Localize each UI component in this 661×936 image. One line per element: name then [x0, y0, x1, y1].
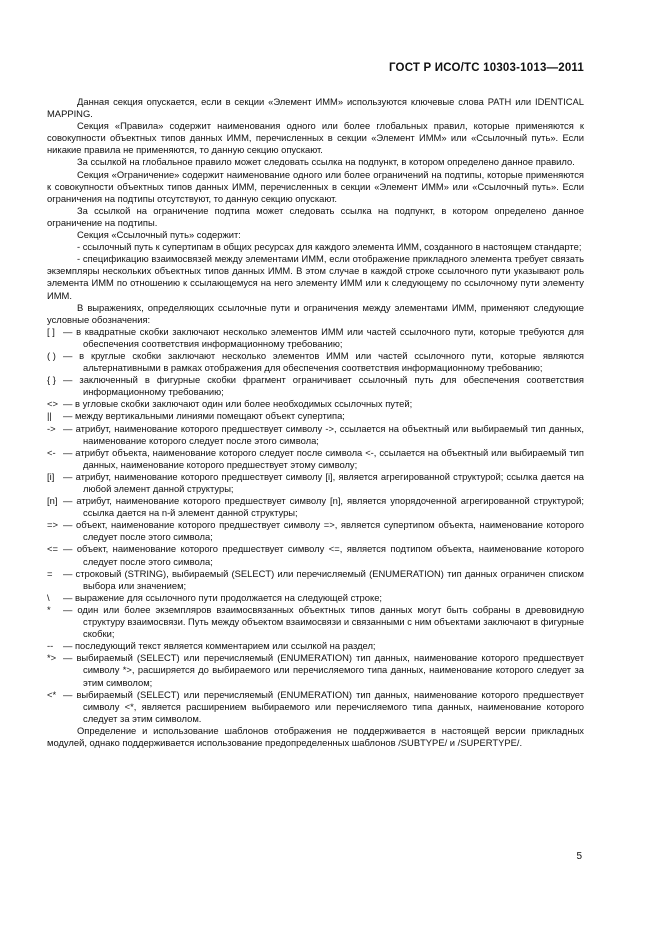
legend-row [47, 410, 584, 422]
legend-description: — атрибут объекта, наименование которого следует после символа <-, ссылается на объектный или выбираемый тип данных, наименование которого предшествует этому символу; [63, 446, 584, 470]
legend-row [47, 326, 584, 350]
list-item: - спецификацию взаимосвязей между элементами ИММ, если отображение прикладного элемента требует связать экземпляры нескольких объектных типов данных ИММ. В этом случае в каждой строке ссылочного пути указывают роль элемента ИММ по отношению к ссылающемуся на него элементу ИММ или к следующему по ссылочному пути элементу ИММ. [47, 253, 584, 301]
legend-row [47, 652, 584, 688]
legend-symbol: ( ) [47, 349, 56, 361]
legend-description: — выражение для ссылочного пути продолжается на следующей строке; [63, 591, 383, 603]
legend-symbol: { } [47, 374, 56, 386]
paragraph: Секция «Ссылочный путь» содержит: [77, 229, 241, 241]
notation-legend [47, 326, 584, 725]
legend-symbol: \ [47, 591, 50, 603]
legend-description: — один или более экземпляров взаимосвязанных объектных типов данных могут быть собраны в древовидную структуру взаимосвязи. Путь между объектом взаимосвязи и связанными с ним объектами заключают в фигурные скобки; [63, 603, 584, 640]
legend-row [47, 374, 584, 398]
legend-symbol: [ ] [47, 325, 55, 337]
legend-description: — атрибут, наименование которого предшествует символу [n], является упорядоченной агрегированной структурой; ссылка дается на n-й элемент данной структуры; [63, 495, 584, 519]
legend-symbol: <- [47, 446, 56, 458]
legend-symbol: <> [47, 398, 58, 410]
legend-symbol: || [47, 410, 52, 422]
legend-symbol: <= [47, 543, 58, 555]
legend-description: — объект, наименование которого предшествует символу =>, является супертипом объекта, наименование которого следует после этого символа; [63, 519, 584, 543]
paragraph: Данная секция опускается, если в секции «Элемент ИММ» используются ключевые слова PATH или IDENTICAL MAPPING. [47, 96, 584, 120]
paragraph: Секция «Ограничение» содержит наименование одного или более ограничений на подтипы, которые применяются к совокупности объектных типов данных ИММ, перечисленных в секции «Элемент ИММ» или «Ссылочный путь». Если ограничения на подтипы отсутствуют, то данную секцию опускают. [47, 168, 584, 204]
legend-symbol: * [47, 603, 51, 615]
legend-symbol: -> [47, 422, 56, 434]
legend-row [47, 519, 584, 543]
list-item: - ссылочный путь к супертипам в общих ресурсах для каждого элемента ИММ, созданного в настоящем стандарте; [77, 241, 582, 253]
standard-header: ГОСТ Р ИСО/ТС 10303-1013—2011 [388, 62, 584, 74]
legend-description: — в квадратные скобки заключают несколько элементов ИММ или частей ссылочного пути, которые требуются для обеспечения соответствия информационному требованию; [63, 325, 584, 349]
legend-description: — объект, наименование которого предшествует символу <=, является подтипом объекта, наименование которого следует после этого символа; [63, 543, 584, 567]
closing-paragraph: Определение и использование шаблонов отображения не поддерживается в настоящей версии прикладных модулей, однако поддерживается использование предопределенных шаблонов /SUBTYPE/ и /SUPERTYPE/. [47, 724, 584, 748]
legend-description: — выбираемый (SELECT) или перечисляемый (ENUMERATION) тип данных, наименование которого предшествует символу <*, является расширением выбираемого или перечисляемого типа данных, наименование которого следует за этим символом. [63, 688, 584, 724]
legend-row [47, 471, 584, 495]
legend-intro: В выражениях, определяющих ссылочные пути и ограничения между элементами ИММ, применяют следующие условные обозначения: [47, 301, 584, 325]
legend-row [47, 568, 584, 592]
legend-row [47, 398, 584, 410]
legend-description: — выбираемый (SELECT) или перечисляемый (ENUMERATION) тип данных, наименование которого предшествует символу *>, расширяется до выбираемого или перечисляемого типа данных, наименование которого следует за этим символом; [63, 652, 584, 688]
legend-description: — атрибут, наименование которого предшествует символу [i], является агрегированной структурой; ссылка дается на любой элемент данной структуры; [63, 470, 584, 494]
legend-symbol: => [47, 519, 58, 531]
legend-description: — в угловые скобки заключают один или более необходимых ссылочных путей; [63, 398, 413, 410]
legend-symbol: *> [47, 652, 57, 664]
legend-description: — заключенный в фигурные скобки фрагмент ограничивает ссылочный путь для обеспечения соответствия информационному требованию; [63, 374, 584, 398]
page-number: 5 [576, 851, 582, 862]
legend-symbol: [n] [47, 495, 58, 507]
legend-symbol: <* [47, 688, 57, 700]
legend-row [47, 543, 584, 567]
legend-symbol: -- [47, 640, 54, 652]
legend-description: — атрибут, наименование которого предшествует символу ->, ссылается на объектный или выбираемый тип данных, наименование которого следует после этого символа; [63, 422, 584, 446]
legend-description: — последующий текст является комментарием или ссылкой на раздел; [63, 640, 376, 652]
legend-row [47, 689, 584, 725]
legend-row [47, 447, 584, 471]
legend-row [47, 640, 584, 652]
legend-symbol: [i] [47, 470, 55, 482]
paragraph: Секция «Правила» содержит наименования одного или более глобальных правил, которые применяются к совокупности объектных типов данных ИММ, перечисленных в секции «Элемент ИММ» или «Ссылочный путь». Если никакие правила не применяются, то данную секцию опускают. [47, 120, 584, 156]
legend-row [47, 604, 584, 640]
legend-row [47, 423, 584, 447]
legend-row [47, 350, 584, 374]
legend-row [47, 495, 584, 519]
legend-description: — между вертикальными линиями помещают объект супертипа; [63, 410, 345, 422]
legend-description: — строковый (STRING), выбираемый (SELECT) или перечисляемый (ENUMERATION) тип данных ограничен списком выбора или значением; [63, 567, 584, 591]
legend-description: — в круглые скобки заключают несколько элементов ИММ или частей ссылочного пути, которые являются альтернативными в рамках отображения для обеспечения соответствия информационному требованию; [63, 349, 584, 374]
paragraph: За ссылкой на глобальное правило может следовать ссылка на подпункт, в котором определено данное правило. [77, 156, 575, 168]
paragraph: За ссылкой на ограничение подтипа может следовать ссылка на подпункт, в котором определено данное ограничение на подтипы. [47, 204, 584, 228]
legend-row [47, 592, 584, 604]
legend-symbol: = [47, 567, 53, 579]
document-body [47, 96, 584, 749]
